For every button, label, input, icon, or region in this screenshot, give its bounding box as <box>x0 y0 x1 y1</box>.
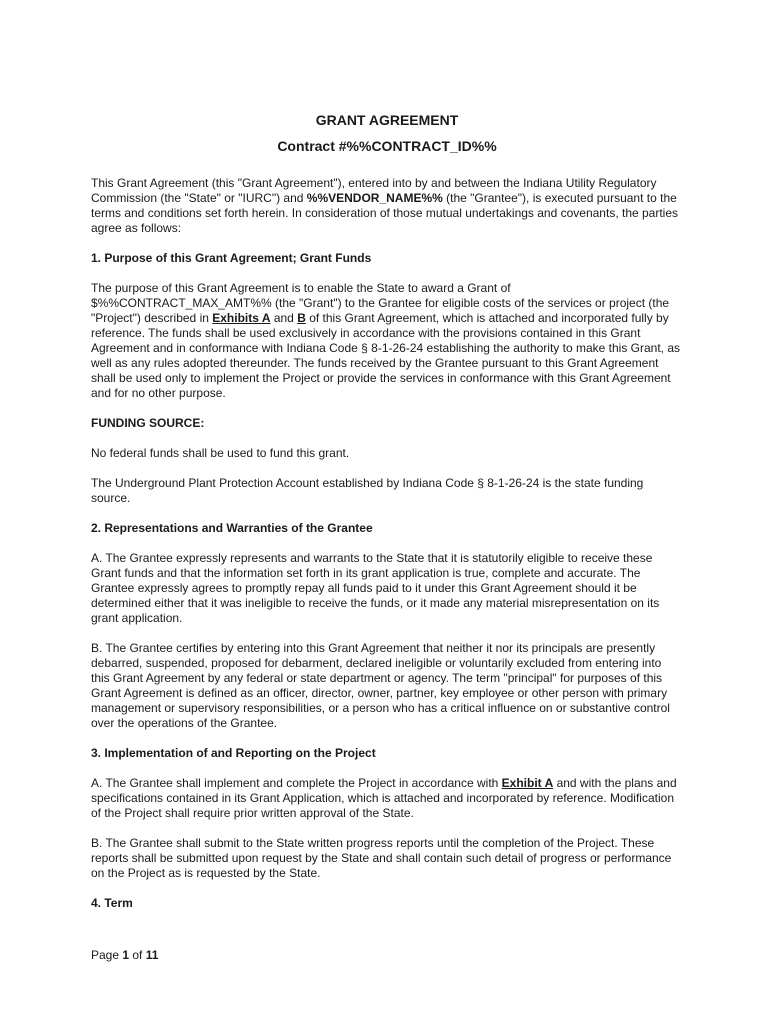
document-body <box>91 112 683 926</box>
page-footer <box>91 948 158 963</box>
section-1-heading: 1. Purpose of this Grant Agreement; Grant Funds <box>91 251 372 265</box>
funding-source-heading: FUNDING SOURCE: <box>91 416 205 430</box>
section-3a-text-after: and with the plans and specifications contained in its Grant Application, which is attached and incorporated by reference. Modification of the Project shall require prior written approval of the State. <box>91 776 677 820</box>
intro-text-after: (the "Grantee"), is executed pursuant to the terms and conditions set forth herein. In consideration of those mutual undertakings and covenants, the parties agree as follows: <box>91 191 679 235</box>
section-1-text-before: The purpose of this Grant Agreement is to enable the State to award a Grant of $%%CONTRACT_MAX_AMT%% (the "Grant") to the Grantee for eligible costs of the services or project (the "Project") described in <box>91 281 670 325</box>
section-3-paragraph-a <box>91 776 683 821</box>
exhibit-a-reference: Exhibit A <box>501 776 554 790</box>
section-4-heading: 4. Term <box>91 896 133 910</box>
section-3a-text-before: A. The Grantee shall implement and complete the Project in accordance with <box>91 776 502 790</box>
intro-paragraph <box>91 176 683 236</box>
section-1-text-after: of this Grant Agreement, which is attached and incorporated fully by reference. The funds shall be used exclusively in accordance with the provisions contained in this Grant Agreement and in conformance with Indiana Code § 8-1-26-24 establishing the authority to make this Grant, as well as any rules adopted thereunder. The funds received by the Grantee pursuant to this Grant Agreement shall be used only to implement the Project or provide the services in conformance with this Grant Agreement and for no other purpose. <box>91 311 681 400</box>
funding-paragraph-2: The Underground Plant Protection Account established by Indiana Code § 8-1-26-24 is the state funding source. <box>91 476 644 505</box>
intro-text-before: This Grant Agreement (this "Grant Agreement"), entered into by and between the Indiana Utility Regulatory Commission (the "State" or "IURC") and <box>91 176 657 205</box>
page-number: 1 <box>122 948 130 962</box>
section-1-paragraph <box>91 281 683 401</box>
of-word: of <box>129 948 146 962</box>
section-3-paragraph-b: B. The Grantee shall submit to the State written progress reports until the completion of the Project. These reports shall be submitted upon request by the State and shall contain such detail of progress or performance on the Project as is requested by the State. <box>91 836 672 880</box>
section-3-heading: 3. Implementation of and Reporting on the Project <box>91 746 376 760</box>
section-2-paragraph-a: A. The Grantee expressly represents and warrants to the State that it is statutorily eligible to receive these Grant funds and that the information set forth in its grant application is true, complete and accurate. The Grantee expressly agrees to promptly repay all funds paid to it under this Grant Agreement should it be determined either that it was ineligible to receive the funds, or it made any material misrepresentation on its grant application. <box>91 551 660 625</box>
vendor-name-placeholder: %%VENDOR_NAME%% <box>306 191 443 205</box>
and-text: and <box>270 311 298 325</box>
exhibits-a-reference: Exhibits A <box>212 311 271 325</box>
document-title: GRANT AGREEMENT <box>315 112 459 128</box>
exhibit-b-reference: B <box>297 311 306 325</box>
page-word: Page <box>91 948 123 962</box>
contract-number: Contract #%%CONTRACT_ID%% <box>277 138 497 154</box>
page-total: 11 <box>145 948 159 962</box>
section-2-paragraph-b: B. The Grantee certifies by entering into this Grant Agreement that neither it nor its principals are presently debarred, suspended, proposed for debarment, declared ineligible or voluntarily excluded from entering into this Grant Agreement by any federal or state department or agency. The term "principal" for purposes of this Grant Agreement is defined as an officer, director, owner, partner, key employee or other person with primary management or supervisory responsibilities, or a person who has a critical influence on or substantive control over the operations of the Grantee. <box>91 641 670 730</box>
funding-paragraph-1: No federal funds shall be used to fund this grant. <box>91 446 350 460</box>
section-2-heading: 2. Representations and Warranties of the Grantee <box>91 521 373 535</box>
